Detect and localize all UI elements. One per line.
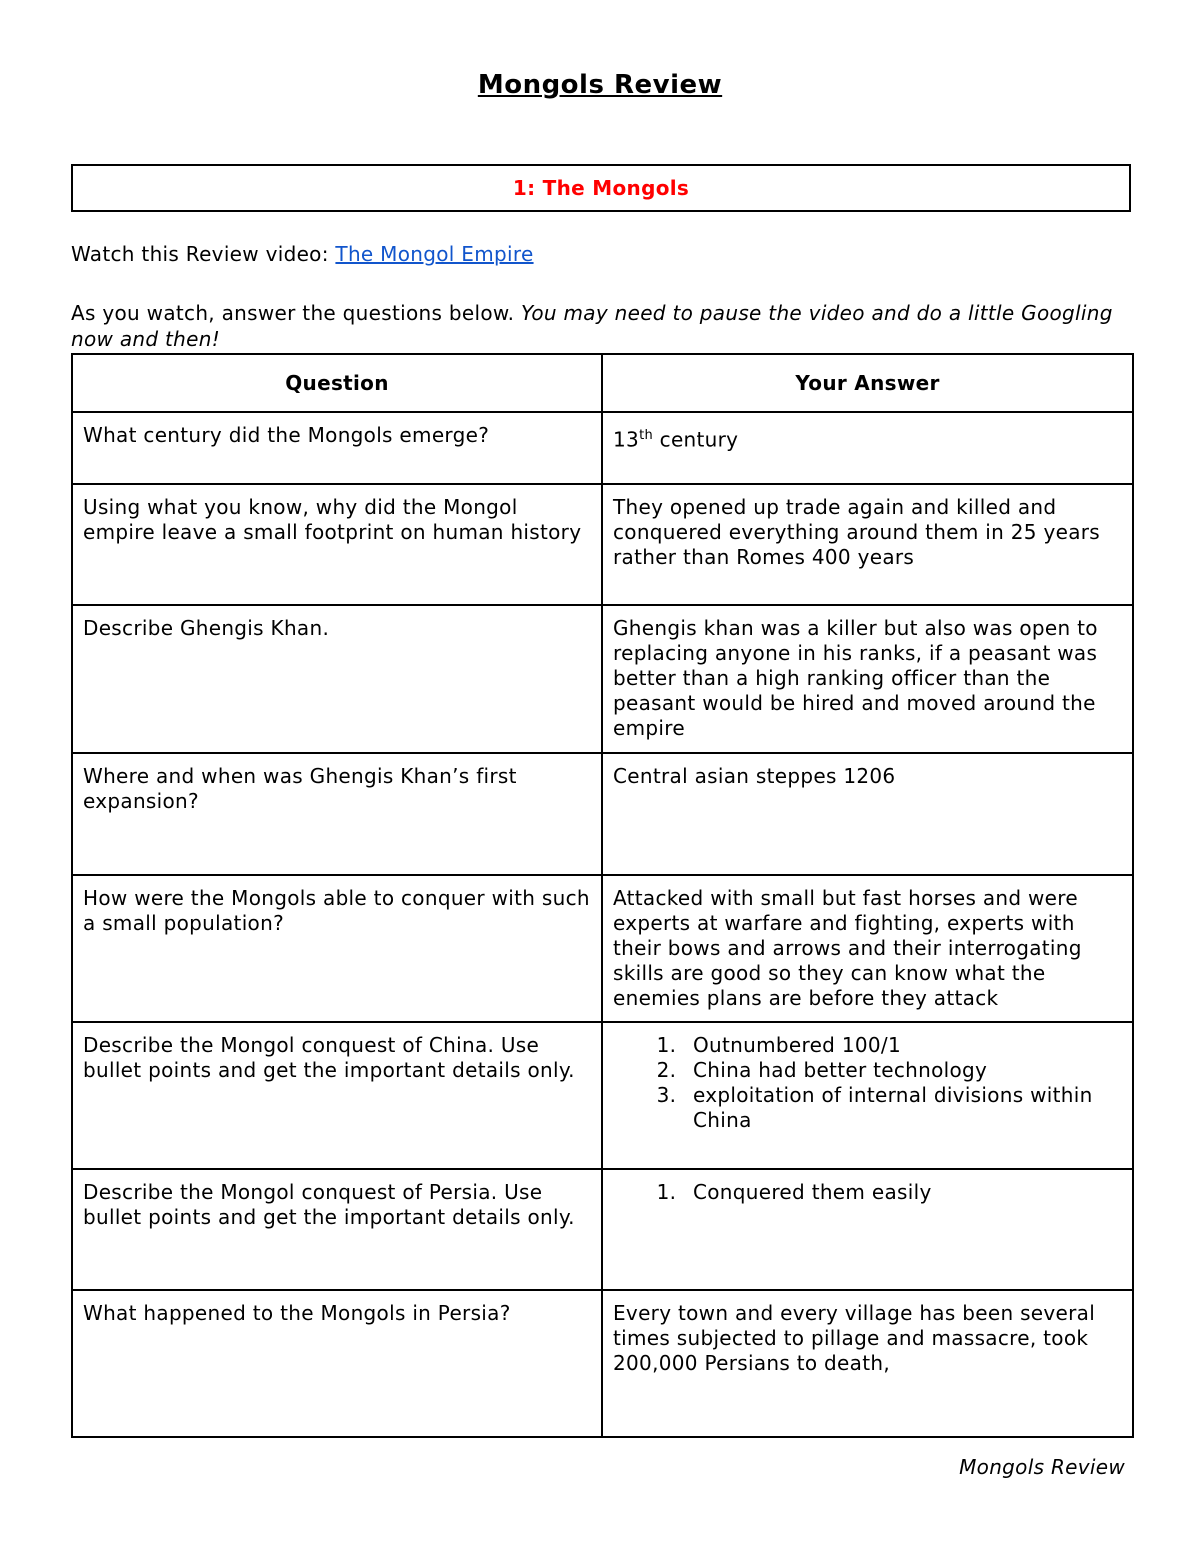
question-cell: Describe the Mongol conquest of China. Use bullet points and get the important details only. xyxy=(72,1022,602,1169)
page-title: Mongols Review xyxy=(477,70,723,100)
question-cell: Using what you know, why did the Mongol empire leave a small footprint on human history xyxy=(72,484,602,605)
question-answer-table xyxy=(71,353,1134,1438)
answer-list xyxy=(613,1033,1122,1133)
column-header-answer: Your Answer xyxy=(602,354,1133,412)
answer-cell xyxy=(602,412,1133,484)
table-row xyxy=(72,605,1133,753)
section-title: 1: The Mongols xyxy=(512,176,690,200)
table-row xyxy=(72,753,1133,875)
table-row xyxy=(72,1022,1133,1169)
answer-cell: Ghengis khan was a killer but also was open to replacing anyone in his ranks, if a peasant was better than a high ranking officer than the peasant would be hired and moved around the empire xyxy=(602,605,1133,753)
table-row xyxy=(72,484,1133,605)
question-cell: Describe the Mongol conquest of Persia. Use bullet points and get the important details only. xyxy=(72,1169,602,1290)
question-cell: Describe Ghengis Khan. xyxy=(72,605,602,753)
section-header-box xyxy=(71,164,1131,212)
table-header-row xyxy=(72,354,1133,412)
watch-line xyxy=(71,242,534,266)
question-cell: How were the Mongols able to conquer with such a small population? xyxy=(72,875,602,1022)
instructions xyxy=(71,300,1131,352)
list-item: 3. exploitation of internal divisions within China xyxy=(683,1083,1122,1133)
answer-cell: Attacked with small but fast horses and were experts at warfare and fighting, experts with their bows and arrows and their interrogating skills are good so they can know what the enemies plans are before they attack xyxy=(602,875,1133,1022)
question-cell: What century did the Mongols emerge? xyxy=(72,412,602,484)
answer-cell xyxy=(602,1022,1133,1169)
list-item: 2. China had better technology xyxy=(683,1058,1122,1083)
instructions-text: As you watch, answer the questions below. xyxy=(71,301,521,325)
table-row xyxy=(72,1169,1133,1290)
table-row xyxy=(72,412,1133,484)
list-item: 1. Outnumbered 100/1 xyxy=(683,1033,1122,1058)
answer-cell xyxy=(602,1169,1133,1290)
answer-cell: Every town and every village has been several times subjected to pillage and massacre, took 200,000 Persians to death, xyxy=(602,1290,1133,1437)
page-footer: Mongols Review xyxy=(959,1455,1125,1479)
answer-text-suffix: century xyxy=(653,427,739,452)
watch-prefix: Watch this Review video: xyxy=(71,242,336,266)
table-row xyxy=(72,1290,1133,1437)
list-item: 1. Conquered them easily xyxy=(683,1180,1122,1205)
answer-list xyxy=(613,1180,1122,1205)
instructions-italic: You may need to pause the video and do a little Googling now and then! xyxy=(71,301,1113,351)
question-cell: What happened to the Mongols in Persia? xyxy=(72,1290,602,1437)
video-link[interactable]: The Mongol Empire xyxy=(335,242,534,266)
answer-text: 13 xyxy=(613,427,640,452)
column-header-question: Question xyxy=(72,354,602,412)
question-cell: Where and when was Ghengis Khan’s first expansion? xyxy=(72,753,602,875)
answer-cell: They opened up trade again and killed and conquered everything around them in 25 years rather than Romes 400 years xyxy=(602,484,1133,605)
answer-cell: Central asian steppes 1206 xyxy=(602,753,1133,875)
table-row xyxy=(72,875,1133,1022)
answer-superscript: th xyxy=(639,428,653,443)
